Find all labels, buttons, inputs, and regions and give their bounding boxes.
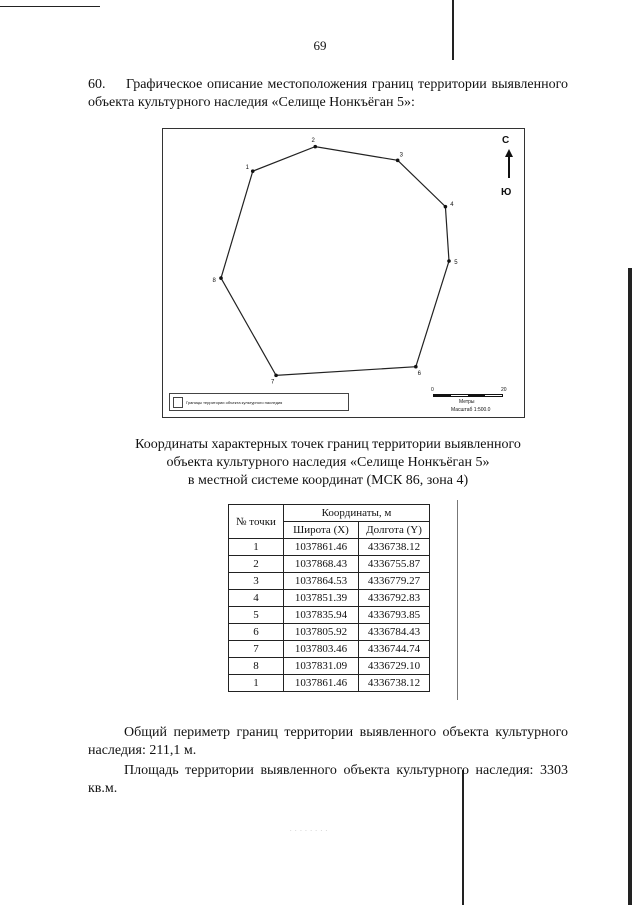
boundary-point-label: 1: [245, 164, 249, 171]
boundary-point-marker: [313, 145, 317, 149]
scan-smudge: · · · · · · · ·: [290, 828, 329, 834]
boundary-point-label: 3: [399, 152, 403, 159]
cell-y: 4336784.43: [359, 624, 430, 641]
perimeter-paragraph: [88, 724, 568, 760]
coordinates-table: [228, 504, 430, 692]
cell-x: 1037805.92: [284, 624, 359, 641]
table-row: [229, 590, 430, 607]
cell-point: 3: [229, 573, 284, 590]
boundary-point-marker: [251, 169, 255, 173]
section-heading: [88, 76, 568, 112]
section-title: Графическое описание местоположения границ территории выявленного объекта культурного наследия «Селище Нонкъёган 5»:: [88, 77, 568, 110]
cell-x: 1037864.53: [284, 573, 359, 590]
table-row: [229, 675, 430, 692]
table-row: [229, 641, 430, 658]
boundary-point-label: 7: [271, 379, 275, 386]
cell-x: 1037861.46: [284, 675, 359, 692]
cell-y: 4336755.87: [359, 556, 430, 573]
boundary-point-label: 6: [417, 370, 421, 377]
boundary-map-svg: [163, 129, 524, 417]
cell-x: 1037831.09: [284, 658, 359, 675]
scan-edge-right: [628, 268, 632, 905]
cell-y: 4336793.85: [359, 607, 430, 624]
cell-y: 4336738.12: [359, 675, 430, 692]
scale-max: 20: [501, 387, 507, 393]
caption-line-3: в местной системе координат (МСК 86, зона 4): [187, 473, 469, 488]
scale-unit: Метры: [459, 399, 475, 405]
cell-point: 6: [229, 624, 284, 641]
cell-x: 1037861.46: [284, 539, 359, 556]
cell-x: 1037803.46: [284, 641, 359, 658]
header-coords: Координаты, м: [284, 505, 430, 522]
table-row: [229, 658, 430, 675]
cell-y: 4336729.10: [359, 658, 430, 675]
boundary-point-label: 2: [311, 137, 315, 144]
scale-bar: [433, 394, 503, 397]
cell-x: 1037851.39: [284, 590, 359, 607]
boundary-point-label: 4: [450, 202, 454, 209]
table-caption: [88, 436, 568, 490]
header-x: Широта (X): [284, 522, 359, 539]
cell-point: 2: [229, 556, 284, 573]
area-text: Площадь территории выявленного объекта культурного наследия: 3303 кв.м.: [88, 763, 568, 796]
page-number: 69: [313, 38, 327, 53]
south-arrow-label: Ю: [501, 187, 512, 198]
scale-ratio: Масштаб 1:500.0: [451, 407, 491, 413]
legend-text: Границы территории объекта культурного наследия: [186, 400, 283, 405]
perimeter-text: Общий периметр границ территории выявленного объекта культурного наследия: 211,1 м.: [88, 725, 568, 758]
header-point: № точки: [229, 505, 284, 539]
boundary-polygon: [221, 147, 449, 376]
header-y: Долгота (Y): [359, 522, 430, 539]
caption-line-1: Координаты характерных точек границ территории выявленного: [135, 437, 521, 452]
north-arrow-shaft: [508, 156, 510, 178]
cell-point: 5: [229, 607, 284, 624]
boundary-point-label: 5: [454, 260, 458, 267]
scan-line-top-left: [0, 6, 100, 7]
scan-line-right-binding-3: [457, 500, 458, 700]
scale-zero: 0: [431, 387, 434, 393]
north-arrow-label: С: [502, 135, 510, 146]
cell-y: 4336792.83: [359, 590, 430, 607]
boundary-point-marker: [219, 276, 223, 280]
map-legend: [169, 393, 349, 411]
cell-point: 8: [229, 658, 284, 675]
cell-point: 7: [229, 641, 284, 658]
table-row: [229, 624, 430, 641]
cell-y: 4336738.12: [359, 539, 430, 556]
cell-x: 1037835.94: [284, 607, 359, 624]
boundary-map: [162, 128, 525, 418]
legend-boundary-icon: [173, 397, 183, 408]
map-scale: [431, 387, 521, 415]
caption-line-2: объекта культурного наследия «Селище Нонкъёган 5»: [166, 455, 490, 470]
boundary-point-marker: [414, 365, 418, 369]
boundary-point-marker: [447, 259, 451, 263]
table-row: [229, 573, 430, 590]
cell-point: 4: [229, 590, 284, 607]
cell-point: 1: [229, 539, 284, 556]
table-row: [229, 539, 430, 556]
area-paragraph: [88, 762, 568, 798]
cell-x: 1037868.43: [284, 556, 359, 573]
cell-point: 1: [229, 675, 284, 692]
boundary-point-marker: [396, 159, 400, 163]
boundary-point-marker: [444, 205, 448, 209]
boundary-point-marker: [274, 374, 278, 378]
cell-y: 4336744.74: [359, 641, 430, 658]
section-number: 60.: [88, 77, 106, 92]
table-row: [229, 556, 430, 573]
table-row: [229, 607, 430, 624]
cell-y: 4336779.27: [359, 573, 430, 590]
boundary-point-label: 8: [212, 277, 216, 284]
